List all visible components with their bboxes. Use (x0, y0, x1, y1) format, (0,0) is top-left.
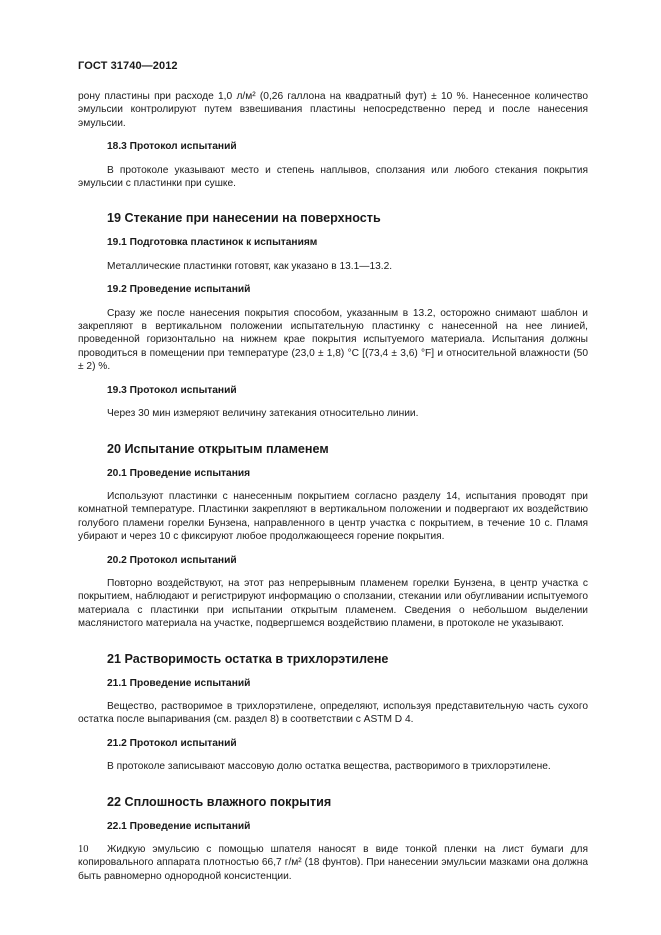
section-heading-19: 19 Стекание при нанесении на поверхность (107, 211, 381, 226)
subsection-heading-22-1: 22.1 Проведение испытаний (107, 820, 251, 832)
paragraph: В протоколе указывают место и степень наплывов, сползания или любого стекания покрытия эмульсии с пластинки при сушке. (78, 164, 588, 190)
subsection-heading-18-3: 18.3 Протокол испытаний (107, 141, 237, 153)
paragraph: Жидкую эмульсию с помощью шпателя наносят в виде тонкой пленки на лист бумаги для копировального аппарата плотностью 66,7 г/м² (18 фунтов). При нанесении эмульсии мазками она должна быть равномерно однородной консистенции. (78, 844, 588, 882)
paragraph: рону пластины при расходе 1,0 л/м² (0,26 галлона на квадратный фут) ± 10 %. Нанесенное количество эмульсии контролируют путем взвешивания пластины непосредственно перед и после нанесения эмульсии. (78, 91, 588, 129)
subsection-heading-20-1: 20.1 Проведение испытания (107, 467, 251, 479)
section-heading-22: 22 Сплошность влажного покрытия (107, 794, 332, 809)
subsection-heading-20-2: 20.2 Протокол испытаний (107, 554, 237, 566)
document-code-header: ГОСТ 31740—2012 (78, 60, 178, 72)
paragraph: Вещество, растворимое в трихлорэтилене, определяют, используя представительную часть сухого остатка после выпаривания (см. раздел 8) в соответствии с ASTM D 4. (78, 700, 588, 726)
paragraph: Через 30 мин измеряют величину затекания относительно линии. (107, 408, 419, 420)
section-heading-21: 21 Растворимость остатка в трихлорэтилене (107, 651, 389, 666)
subsection-heading-19-1: 19.1 Подготовка пластинок к испытаниям (107, 237, 318, 249)
paragraph: Металлические пластинки готовят, как указано в 13.1—13.2. (107, 260, 393, 272)
subsection-heading-21-1: 21.1 Проведение испытаний (107, 677, 251, 689)
paragraph: Используют пластинки с нанесенным покрытием согласно разделу 14, испытания проводят при комнатной температуре. Пластинки закрепляют в вертикальном положении и подвергают их воздействию голубого пламени горелки Бунзена, направленного в центр участка с покрытием, в течение 10 с. Пламя убирают и через 10 с фиксируют любое продолжающееся горение покрытия. (78, 490, 588, 543)
paragraph: В протоколе записывают массовую долю остатка вещества, растворимого в трихлорэтилене. (107, 761, 551, 773)
page-number: 10 (78, 844, 89, 855)
document-body (78, 90, 588, 883)
subsection-heading-21-2: 21.2 Протокол испытаний (107, 737, 237, 749)
paragraph: Сразу же после нанесения покрытия способом, указанным в 13.2, осторожно снимают шаблон и закрепляют в вертикальном положении испытательную пластинку с нанесенной на нее линией, проведенной горизонтально на нижнем крае покрытия испытуемого материала. Испытания должны проводиться в помещении при температуре (23,0 ± 1,8) °С [(73,4 ± 3,6) °F] и относительной влажности (50 ± 2) %. (78, 307, 588, 373)
subsection-heading-19-3: 19.3 Протокол испытаний (107, 384, 237, 396)
subsection-heading-19-2: 19.2 Проведение испытаний (107, 284, 251, 296)
section-heading-20: 20 Испытание открытым пламенем (107, 441, 329, 456)
paragraph: Повторно воздействуют, на этот раз непрерывным пламенем горелки Бунзена, в центр участка с покрытием, наблюдают и регистрируют информацию о сползании, стекании или обугливании испытуемого материала с пластинки при испытании открытым пламенем. Сведения о небольшом выделении маслянистого материала на участке, подвергшемся воздействию пламени, в протоколе не указывают. (78, 577, 588, 630)
